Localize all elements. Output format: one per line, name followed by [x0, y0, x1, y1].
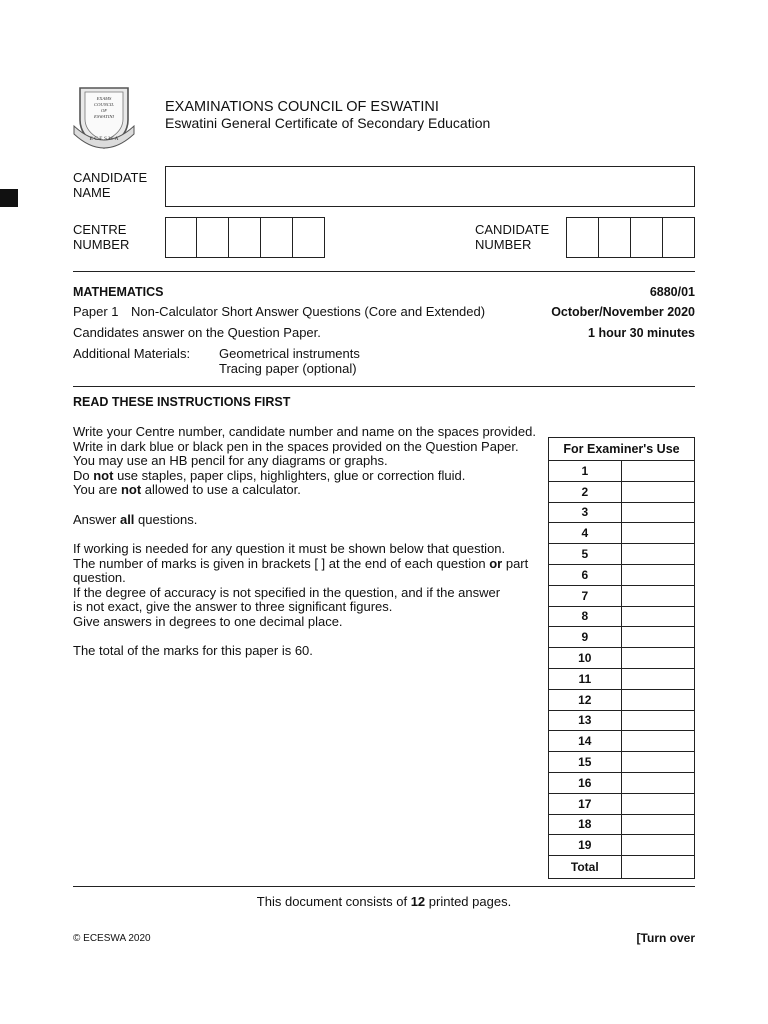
mark-cell[interactable]	[621, 585, 694, 606]
question-number: 18	[549, 814, 622, 835]
mark-cell[interactable]	[621, 814, 694, 835]
examiner-table-row	[549, 544, 695, 565]
question-number: 8	[549, 606, 622, 627]
mark-cell[interactable]	[621, 481, 694, 502]
examiner-table-row	[549, 502, 695, 523]
question-number: 14	[549, 731, 622, 752]
examiner-table-total-row	[549, 856, 695, 879]
divider-bottom	[73, 886, 695, 887]
examiner-table-row	[549, 461, 695, 482]
paper-label: Paper 1	[73, 304, 119, 319]
question-number: 12	[549, 689, 622, 710]
exam-session: October/November 2020	[551, 305, 695, 319]
examiner-table-row	[549, 648, 695, 669]
mark-cell[interactable]	[621, 731, 694, 752]
question-number: 7	[549, 585, 622, 606]
mark-cell[interactable]	[621, 668, 694, 689]
seal-text-3: OF	[100, 108, 108, 113]
mark-cell[interactable]	[621, 627, 694, 648]
page-count-note: This document consists of 12 printed pages.	[256, 894, 512, 909]
question-number: 13	[549, 710, 622, 731]
candidate-number-digit-2[interactable]	[599, 217, 631, 258]
examiner-table-row	[549, 564, 695, 585]
divider-middle	[73, 386, 695, 387]
instructions-block-4: The total of the marks for this paper is 60.	[73, 643, 313, 658]
exam-duration: 1 hour 30 minutes	[588, 326, 695, 340]
examiner-use-table	[548, 437, 695, 879]
centre-number-digit-4[interactable]	[261, 217, 293, 258]
mark-cell[interactable]	[621, 689, 694, 710]
copyright: © ECESWA 2020	[73, 933, 151, 944]
mark-cell[interactable]	[621, 606, 694, 627]
mark-cell[interactable]	[621, 502, 694, 523]
examiner-table-row	[549, 814, 695, 835]
instructions-block-2: Answer all questions.	[73, 512, 198, 527]
candidate-name-field[interactable]	[165, 166, 695, 207]
question-number: 3	[549, 502, 622, 523]
question-number: 5	[549, 544, 622, 565]
examiner-table-title: For Examiner's Use	[549, 438, 695, 461]
instructions-block-1: Write your Centre number, candidate number and name on the spaces provided. Write in dark blue or black pen in the spaces provided on the Question Paper. You may use an HB pencil for any diagrams or graphs. Do not use staples, paper clips, highlighters, glue or correction fluid. You are not allowed to use a calculator.	[73, 424, 536, 498]
examiner-table-row	[549, 627, 695, 648]
centre-number-digit-5[interactable]	[293, 217, 325, 258]
mark-cell[interactable]	[621, 772, 694, 793]
council-name: EXAMINATIONS COUNCIL OF ESWATINI	[165, 99, 439, 115]
question-number: 15	[549, 752, 622, 773]
candidate-number-digit-1[interactable]	[566, 217, 599, 258]
total-mark-cell[interactable]	[621, 856, 694, 879]
examiner-table-row	[549, 731, 695, 752]
examiner-table-row	[549, 772, 695, 793]
centre-number-digit-1[interactable]	[165, 217, 197, 258]
mark-cell[interactable]	[621, 564, 694, 585]
examiner-table-row	[549, 752, 695, 773]
examiner-table-row	[549, 710, 695, 731]
material-item: Geometrical instruments	[219, 346, 360, 361]
mark-cell[interactable]	[621, 461, 694, 482]
instructions-heading: READ THESE INSTRUCTIONS FIRST	[73, 395, 291, 409]
mark-cell[interactable]	[621, 523, 694, 544]
centre-number-digit-3[interactable]	[229, 217, 261, 258]
subject-title: MATHEMATICS	[73, 285, 164, 299]
examiner-table-row	[549, 668, 695, 689]
seal-banner-text: E C E S W A	[89, 136, 119, 142]
candidate-number-digit-4[interactable]	[663, 217, 695, 258]
mark-cell[interactable]	[621, 710, 694, 731]
examiner-table-row	[549, 606, 695, 627]
seal-text-1: EXAMS	[96, 96, 112, 101]
centre-number-label: CENTRE NUMBER	[73, 222, 130, 252]
question-number: 19	[549, 835, 622, 856]
examiner-table-row	[549, 793, 695, 814]
materials-list	[219, 347, 360, 376]
question-number: 2	[549, 481, 622, 502]
examiner-table-row	[549, 585, 695, 606]
paper-title: Non-Calculator Short Answer Questions (Core and Extended)	[131, 304, 486, 319]
examiner-table-row	[549, 835, 695, 856]
examiner-table-row	[549, 689, 695, 710]
materials-label: Additional Materials:	[73, 346, 191, 361]
certificate-name: Eswatini General Certificate of Secondary Education	[165, 115, 491, 131]
question-number: 4	[549, 523, 622, 544]
answer-note: Candidates answer on the Question Paper.	[73, 325, 321, 340]
mark-cell[interactable]	[621, 544, 694, 565]
mark-cell[interactable]	[621, 835, 694, 856]
question-number: 1	[549, 461, 622, 482]
edge-marker	[0, 189, 18, 207]
seal-text-2: COUNCIL	[94, 102, 114, 107]
question-number: 10	[549, 648, 622, 669]
mark-cell[interactable]	[621, 648, 694, 669]
examiner-table-row	[549, 523, 695, 544]
examiner-table-row	[549, 481, 695, 502]
seal-text-4: ESWATINI	[94, 114, 114, 119]
paper-code: 6880/01	[649, 285, 695, 299]
material-item: Tracing paper (optional)	[219, 360, 357, 376]
question-number: 6	[549, 564, 622, 585]
mark-cell[interactable]	[621, 793, 694, 814]
centre-number-digit-2[interactable]	[197, 217, 229, 258]
candidate-name-label: CANDIDATE NAME	[73, 170, 148, 200]
question-number: 11	[549, 668, 622, 689]
question-number: 9	[549, 627, 622, 648]
mark-cell[interactable]	[621, 752, 694, 773]
council-seal-logo	[72, 82, 136, 152]
question-number: 17	[549, 793, 622, 814]
turn-over-label: [Turn over	[636, 931, 695, 945]
candidate-number-digit-3[interactable]	[631, 217, 663, 258]
divider-top	[73, 271, 695, 272]
instructions-block-3: If working is needed for any question it must be shown below that question. The number of marks is given in brackets [ ] at the end of each question or part question. If the degree of accuracy is not specified in the question, and if the answer is not exact, give the answer to three significant figures. Give answers in degrees to one decimal place.	[73, 541, 529, 629]
total-label: Total	[549, 856, 622, 879]
question-number: 16	[549, 772, 622, 793]
candidate-number-label: CANDIDATE NUMBER	[475, 222, 550, 252]
